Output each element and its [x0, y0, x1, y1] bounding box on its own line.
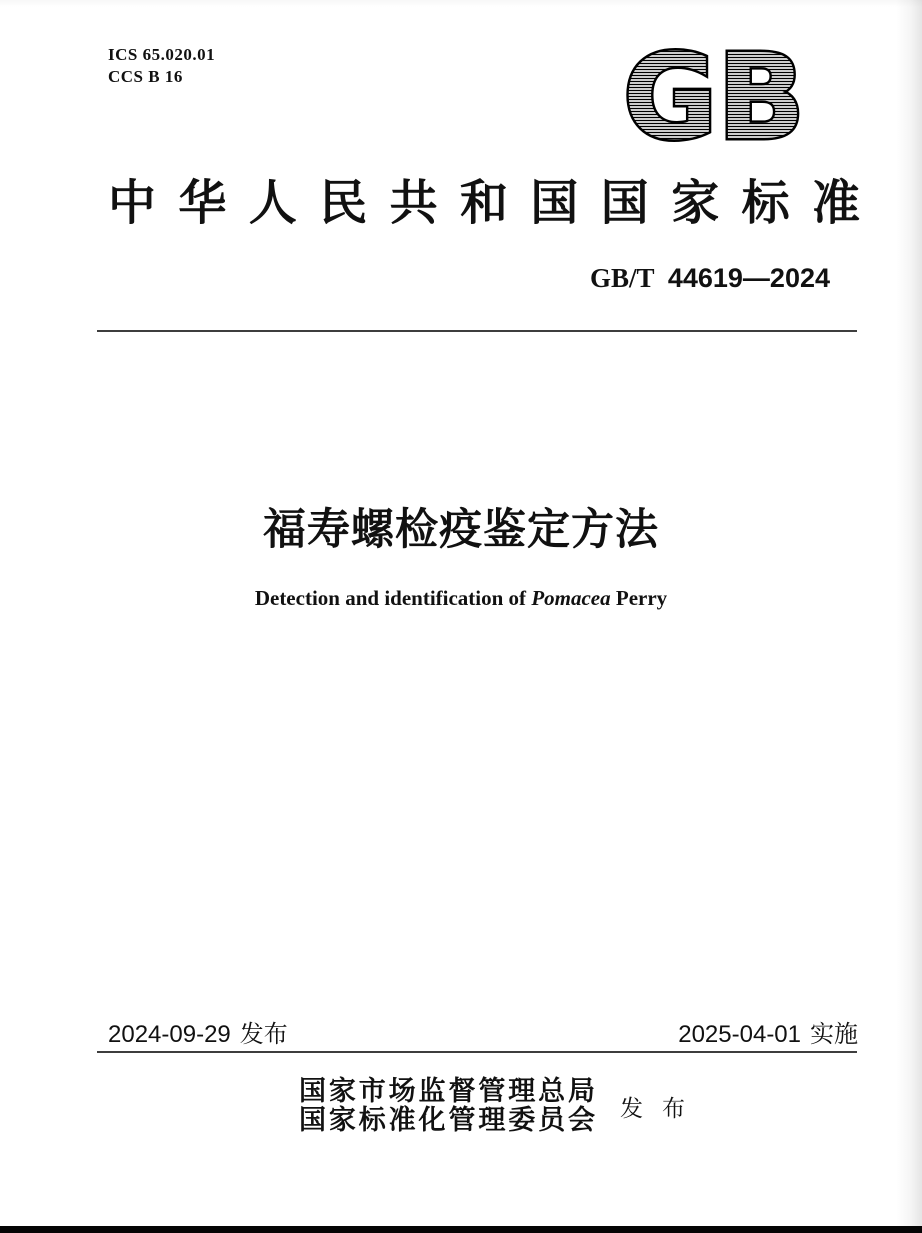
implementation-date-label: 实施 — [810, 1021, 858, 1048]
gb-logo-text: GB — [623, 28, 805, 166]
title-english-suffix: Perry — [610, 586, 668, 610]
title-english-genus: Pomacea — [531, 586, 611, 610]
standard-code-number: 44619—2024 — [667, 263, 830, 293]
ccs-code: CCS B 16 — [108, 67, 183, 86]
implementation-date-group — [678, 1021, 858, 1049]
publisher-names — [299, 1077, 595, 1135]
scan-edge-right — [896, 0, 922, 1233]
issue-date: 2024-09-29 — [108, 1021, 231, 1048]
publisher-line-2: 国家标准化管理委员会 — [299, 1105, 595, 1135]
dates-row — [108, 1021, 858, 1049]
publisher-line-1: 国家市场监督管理总局 — [299, 1076, 595, 1106]
top-divider-rule — [97, 330, 857, 332]
standard-code — [590, 262, 830, 294]
title-english-prefix: Detection and identification of — [254, 586, 532, 610]
ics-code: ICS 65.020.01 — [108, 45, 216, 64]
publisher-block — [299, 1077, 685, 1135]
implementation-date: 2025-04-01 — [678, 1021, 801, 1048]
scan-edge-top — [0, 0, 922, 7]
bottom-divider-rule — [97, 1051, 857, 1053]
national-standard-heading: 中华人民共和国国家标准 — [108, 177, 860, 230]
document-title-english — [0, 586, 922, 611]
release-label: 发 布 — [620, 1094, 686, 1121]
classification-codes — [108, 44, 215, 88]
issue-date-group — [108, 1021, 288, 1049]
issue-date-label: 发布 — [239, 1021, 288, 1048]
standard-code-prefix: GB/T — [590, 263, 655, 293]
gb-logo-icon — [618, 28, 810, 166]
document-title-chinese: 福寿螺检疫鉴定方法 — [263, 506, 659, 554]
scan-edge-bottom — [0, 1226, 922, 1233]
